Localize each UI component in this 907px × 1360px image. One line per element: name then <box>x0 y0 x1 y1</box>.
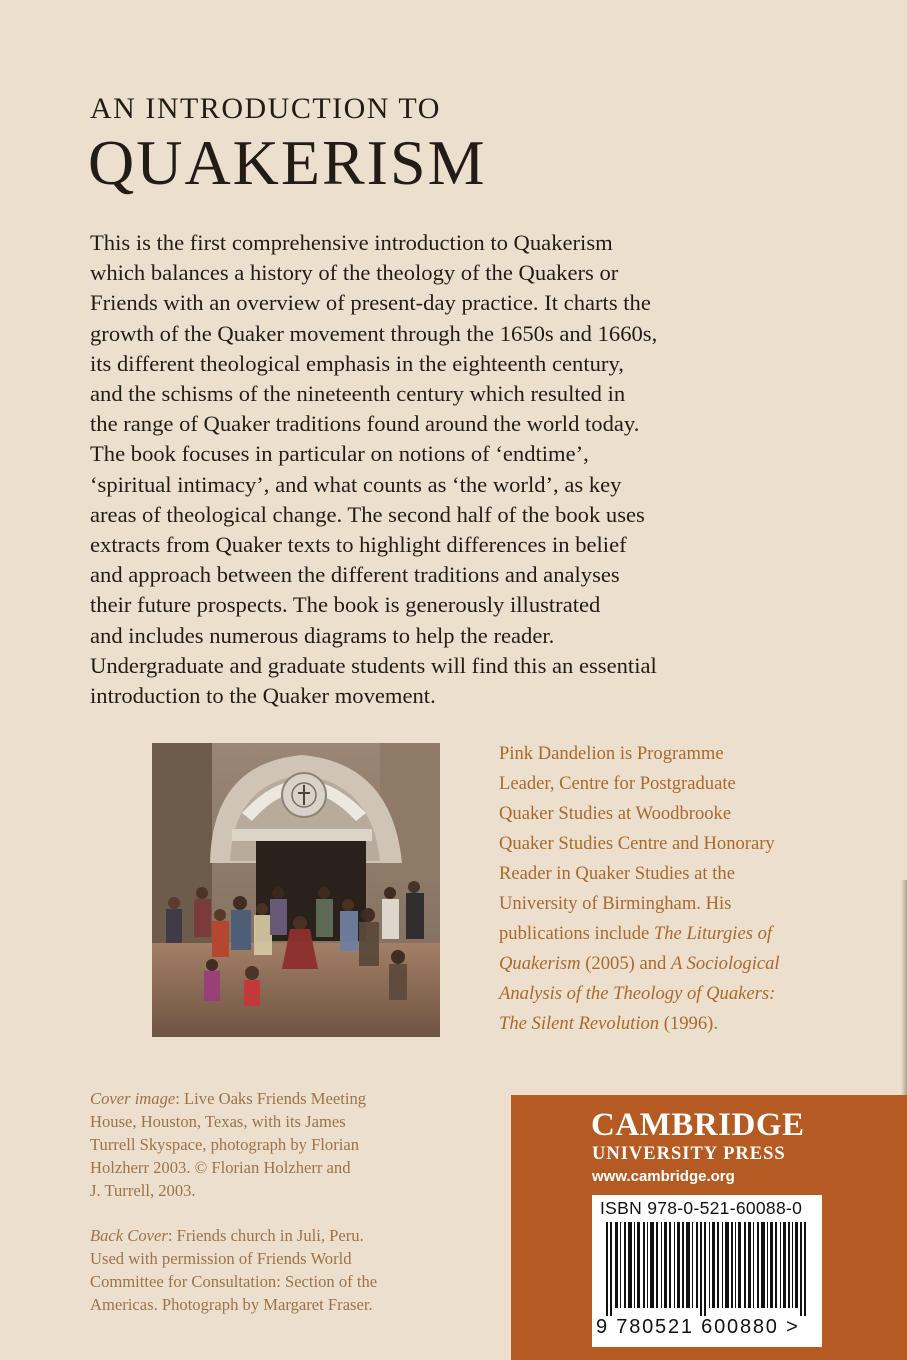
credit-text: : Live Oaks Friends Meeting <box>175 1089 367 1108</box>
credit-line: Turrell Skyspace, photograph by Florian <box>90 1135 360 1154</box>
description-line: ‘spiritual intimacy’, and what counts as ‘the world’, as key <box>90 471 622 497</box>
author-line <box>499 979 829 1009</box>
credits-spacer <box>90 1202 420 1224</box>
book-title: QUAKERISM <box>88 127 487 198</box>
isbn-label: ISBN 978-0-521-60088-0 <box>600 1198 803 1218</box>
description-line: and approach between the different traditions and analyses <box>90 562 620 588</box>
description-line: the range of Quaker traditions found around the world today. <box>90 411 640 437</box>
author-line <box>499 919 829 949</box>
publisher-block <box>511 1095 907 1360</box>
credit-text: : Friends church in Juli, Peru. <box>167 1226 364 1245</box>
publication-title: Analysis of the Theology of Quakers: <box>499 983 776 1004</box>
description-line: introduction to the Quaker movement. <box>90 683 436 709</box>
credit-line <box>90 1087 420 1110</box>
author-line: Reader in Quaker Studies at the <box>499 863 735 884</box>
credit-line: House, Houston, Texas, with its James <box>90 1112 346 1131</box>
description-line: and includes numerous diagrams to help the reader. <box>90 622 555 648</box>
description-line: and the schisms of the nineteenth century which resulted in <box>90 381 626 407</box>
author-line: Pink Dandelion is Programme <box>499 743 724 764</box>
description-line: their future prospects. The book is generously illustrated <box>90 592 601 618</box>
credit-line: Used with permission of Friends World <box>90 1249 352 1268</box>
credit-line: Committee for Consultation: Section of the <box>90 1272 378 1291</box>
credit-label: Cover image <box>90 1089 176 1108</box>
author-line: Leader, Centre for Postgraduate <box>499 773 736 794</box>
barcode-box <box>592 1195 822 1347</box>
description-line: areas of theological change. The second half of the book uses <box>90 501 645 527</box>
image-credits <box>90 1087 420 1316</box>
description-line: growth of the Quaker movement through the 1650s and 1660s, <box>90 320 658 346</box>
credit-line <box>90 1224 420 1247</box>
author-line <box>499 949 829 979</box>
credit-line: J. Turrell, 2003. <box>90 1181 196 1200</box>
barcode-digits: 9 780521 600880 > <box>596 1316 800 1338</box>
description-line: Friends with an overview of present-day practice. It charts the <box>90 290 651 316</box>
publisher-press: UNIVERSITY PRESS <box>592 1144 786 1164</box>
publisher-name: CAMBRIDGE <box>591 1107 805 1143</box>
description-line: its different theological emphasis in the eighteenth century, <box>90 350 624 376</box>
author-line: Quaker Studies Centre and Honorary <box>499 833 775 854</box>
page-edge-shadow <box>901 880 907 1100</box>
author-line: Quaker Studies at Woodbrooke <box>499 803 732 824</box>
author-line <box>499 1009 829 1039</box>
barcode-icon <box>606 1222 810 1316</box>
publication-title: A Sociological <box>670 953 780 974</box>
credit-line: Americas. Photograph by Margaret Fraser. <box>90 1295 373 1314</box>
author-line: University of Birmingham. His <box>499 893 732 914</box>
credit-label: Back Cover <box>90 1226 168 1245</box>
description-line: Undergraduate and graduate students will find this an essential <box>90 652 657 678</box>
publication-title: The Silent Revolution <box>499 1013 660 1034</box>
description-line: extracts from Quaker texts to highlight differences in belief <box>90 532 627 558</box>
publication-title: The Liturgies of <box>653 923 773 944</box>
description-line: The book focuses in particular on notions of ‘endtime’, <box>90 441 589 467</box>
description-line: which balances a history of the theology of the Quakers or <box>90 260 619 286</box>
author-text: publications include <box>499 923 654 944</box>
author-bio <box>499 739 829 1039</box>
publication-title: Quakerism <box>499 953 581 974</box>
credit-line: Holzherr 2003. © Florian Holzherr and <box>90 1158 351 1177</box>
book-description <box>90 228 730 711</box>
publisher-url: www.cambridge.org <box>592 1168 735 1185</box>
description-line: This is the first comprehensive introduction to Quakerism <box>90 230 613 255</box>
church-photo <box>152 743 440 1037</box>
author-text: (1996). <box>659 1013 718 1034</box>
title-subtitle: AN INTRODUCTION TO <box>90 92 441 125</box>
author-text: (2005) and <box>580 953 671 974</box>
